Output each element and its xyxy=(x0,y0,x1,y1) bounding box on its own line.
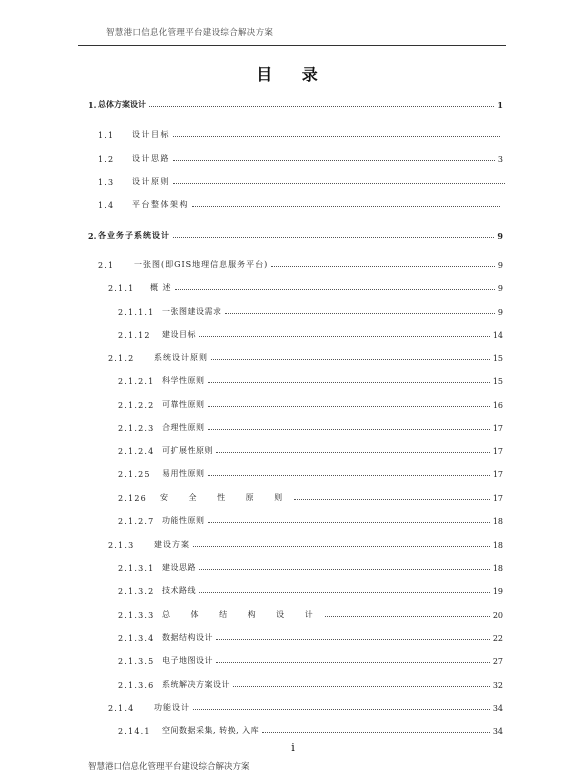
toc-entry-number: 2.1.3.1 xyxy=(118,564,155,573)
toc-entry-title: 安 全 性 原 则 xyxy=(160,493,292,502)
toc-leader-dots xyxy=(216,639,490,640)
toc-leader-dots xyxy=(173,136,500,137)
toc-entry-number: 1. xyxy=(88,100,97,110)
toc-entry-title: 建设思路 xyxy=(162,563,196,572)
toc-entry-title: 平台整体架构 xyxy=(132,200,189,209)
toc-entry-title: 系统解决方案设计 xyxy=(162,680,230,689)
toc-entry[interactable] xyxy=(118,491,503,503)
toc-entry[interactable] xyxy=(118,374,503,386)
toc-entry-page: 9 xyxy=(497,284,503,293)
toc-entry[interactable] xyxy=(118,305,503,317)
toc-title: 目 录 xyxy=(256,65,330,84)
toc-entry-number: 2.1 xyxy=(98,261,115,270)
toc-entry[interactable] xyxy=(118,444,503,456)
toc-entry-page: 32 xyxy=(492,681,503,690)
toc-entry[interactable] xyxy=(98,128,503,140)
toc-entry[interactable] xyxy=(118,514,503,526)
toc-entry-page: 27 xyxy=(492,657,503,666)
toc-leader-dots xyxy=(192,206,500,207)
toc-leader-dots xyxy=(211,359,490,360)
toc-entry-number: 2.1.12 xyxy=(118,331,151,340)
toc-entry-title: 总体方案设计 xyxy=(98,99,146,109)
toc-entry-page: 14 xyxy=(492,331,503,340)
toc-entry-number: 2.1.3.3 xyxy=(118,611,155,620)
toc-leader-dots xyxy=(271,266,495,267)
toc-entry[interactable] xyxy=(118,608,503,620)
toc-entry[interactable] xyxy=(108,351,503,363)
toc-entry[interactable] xyxy=(98,152,503,164)
toc-entry-title: 空间数据采集, 转换, 入库 xyxy=(162,726,260,735)
toc-entry-number: 2.1.2.7 xyxy=(118,517,155,526)
toc-entry-number: 2.1.2 xyxy=(108,354,135,363)
toc-entry-number: 2.1.25 xyxy=(118,470,151,479)
toc-entry-title: 功能设计 xyxy=(154,703,190,712)
toc-leader-dots xyxy=(173,183,505,184)
toc-entry[interactable] xyxy=(108,538,503,550)
toc-leader-dots xyxy=(173,237,494,238)
toc-entry-page: 15 xyxy=(492,377,503,386)
toc-entry-title: 合理性原则 xyxy=(162,423,205,432)
toc-leader-dots xyxy=(175,289,495,290)
toc-entry-page: 34 xyxy=(492,727,503,736)
toc-entry[interactable] xyxy=(118,467,503,479)
toc-entry[interactable] xyxy=(118,678,503,690)
toc-leader-dots xyxy=(199,592,490,593)
toc-leader-dots xyxy=(208,429,490,430)
toc-entry-title: 设计目标 xyxy=(132,130,170,139)
toc-entry-page: 22 xyxy=(492,634,503,643)
toc-entry-page: 18 xyxy=(492,564,503,573)
toc-entry-page: 17 xyxy=(492,470,503,479)
toc-entry-page: 16 xyxy=(492,401,503,410)
toc-entry[interactable] xyxy=(88,229,503,241)
toc-entry-number: 1.3 xyxy=(98,178,115,187)
toc-entry-page: 17 xyxy=(492,494,503,503)
toc-leader-dots xyxy=(193,709,490,710)
toc-leader-dots xyxy=(149,106,494,107)
toc-entry[interactable] xyxy=(98,175,508,187)
toc-leader-dots xyxy=(294,499,490,500)
toc-entry-number: 2.1.4 xyxy=(108,704,135,713)
toc-entry-title: 概 述 xyxy=(150,283,172,292)
toc-entry-page: 18 xyxy=(492,541,503,550)
toc-leader-dots xyxy=(225,313,495,314)
toc-entry-page: 20 xyxy=(492,611,503,620)
toc-entry-page: 17 xyxy=(492,447,503,456)
toc-entry-number: 2.1.2.1 xyxy=(118,377,155,386)
toc-entry-title: 科学性原则 xyxy=(162,376,205,385)
toc-entry[interactable] xyxy=(118,561,503,573)
toc-leader-dots xyxy=(199,336,490,337)
toc-entry[interactable] xyxy=(98,198,503,210)
page-header: 智慧港口信息化管理平台建设综合解决方案 xyxy=(106,28,274,38)
toc-entry-number: 2. xyxy=(88,231,97,241)
toc-leader-dots xyxy=(173,160,495,161)
toc-entry-page: 9 xyxy=(497,308,503,317)
toc-entry-title: 可扩展性原则 xyxy=(162,446,213,455)
toc-leader-dots xyxy=(208,475,490,476)
toc-leader-dots xyxy=(208,522,490,523)
page-number: i xyxy=(291,741,295,754)
toc-entry-number: 2.14.1 xyxy=(118,727,151,736)
toc-entry-number: 2.1.3.5 xyxy=(118,657,155,666)
toc-entry-title: 易用性原则 xyxy=(162,469,205,478)
toc-entry-number: 1.1 xyxy=(98,131,115,140)
page-footer: 智慧港口信息化管理平台建设综合解决方案 xyxy=(88,762,250,772)
toc-entry[interactable] xyxy=(118,328,503,340)
toc-leader-dots xyxy=(208,382,490,383)
toc-entry-page: 18 xyxy=(492,517,503,526)
toc-entry-number: 2.1.1.1 xyxy=(118,308,155,317)
toc-entry-number: 2.1.2.3 xyxy=(118,424,155,433)
toc-leader-dots xyxy=(216,662,490,663)
toc-entry[interactable] xyxy=(118,398,503,410)
toc-entry-title: 一张图建设需求 xyxy=(162,307,222,316)
toc-entry-number: 2.1.2.4 xyxy=(118,447,155,456)
toc-entry-number: 2.1.3 xyxy=(108,541,135,550)
toc-entry-number: 2.1.2.2 xyxy=(118,401,155,410)
toc-entry-title: 建设方案 xyxy=(154,540,190,549)
toc-entry-title: 可靠性原则 xyxy=(162,400,205,409)
toc-entry-number: 2.1.3.2 xyxy=(118,587,155,596)
toc-entry-title: 功能性原则 xyxy=(162,516,205,525)
toc-entry-page: 15 xyxy=(492,354,503,363)
toc-entry-title: 总 体 结 构 设 计 xyxy=(162,610,322,619)
toc-entry-page: 1 xyxy=(497,100,503,110)
toc-entry[interactable] xyxy=(88,98,503,110)
toc-entry-title: 技术路线 xyxy=(162,586,196,595)
toc-entry[interactable] xyxy=(118,421,503,433)
toc-entry-title: 各业务子系统设计 xyxy=(98,230,170,240)
toc-entry-page: 19 xyxy=(492,587,503,596)
toc-leader-dots xyxy=(199,569,490,570)
toc-entry-title: 设计原则 xyxy=(132,177,170,186)
toc-entry-number: 2.1.3.6 xyxy=(118,681,155,690)
toc-entry-page: 9 xyxy=(497,261,503,270)
toc-entry-title: 一张图(即GIS地理信息服务平台) xyxy=(134,260,269,269)
toc-entry-title: 系统设计原则 xyxy=(154,353,208,362)
toc-entry-page: 17 xyxy=(492,424,503,433)
toc-entry-title: 建设目标 xyxy=(162,330,196,339)
toc-entry-number: 1.2 xyxy=(98,155,115,164)
toc-leader-dots xyxy=(233,686,490,687)
toc-entry-number: 2.1.1 xyxy=(108,284,135,293)
toc-entry[interactable] xyxy=(108,281,503,293)
toc-leader-dots xyxy=(193,546,490,547)
toc-leader-dots xyxy=(216,452,490,453)
toc-entry-number: 2.1.3.4 xyxy=(118,634,155,643)
toc-entry[interactable] xyxy=(118,724,503,736)
toc-entry-title: 数据结构设计 xyxy=(162,633,213,642)
toc-entry[interactable] xyxy=(118,584,503,596)
toc-leader-dots xyxy=(208,406,490,407)
toc-entry[interactable] xyxy=(118,631,503,643)
toc-entry-number: 1.4 xyxy=(98,201,115,210)
toc-entry-page: 9 xyxy=(497,231,503,241)
toc-entry-title: 设计思路 xyxy=(132,154,170,163)
toc-entry[interactable] xyxy=(98,258,503,270)
toc-entry-number: 2.126 xyxy=(118,494,147,503)
toc-entry-page: 3 xyxy=(497,155,503,164)
toc-leader-dots xyxy=(262,732,490,733)
toc-leader-dots xyxy=(325,616,490,617)
toc-entry[interactable] xyxy=(118,654,503,666)
toc-entry[interactable] xyxy=(108,701,503,713)
toc-entry-page: 34 xyxy=(492,704,503,713)
toc-entry-title: 电子地图设计 xyxy=(162,656,213,665)
